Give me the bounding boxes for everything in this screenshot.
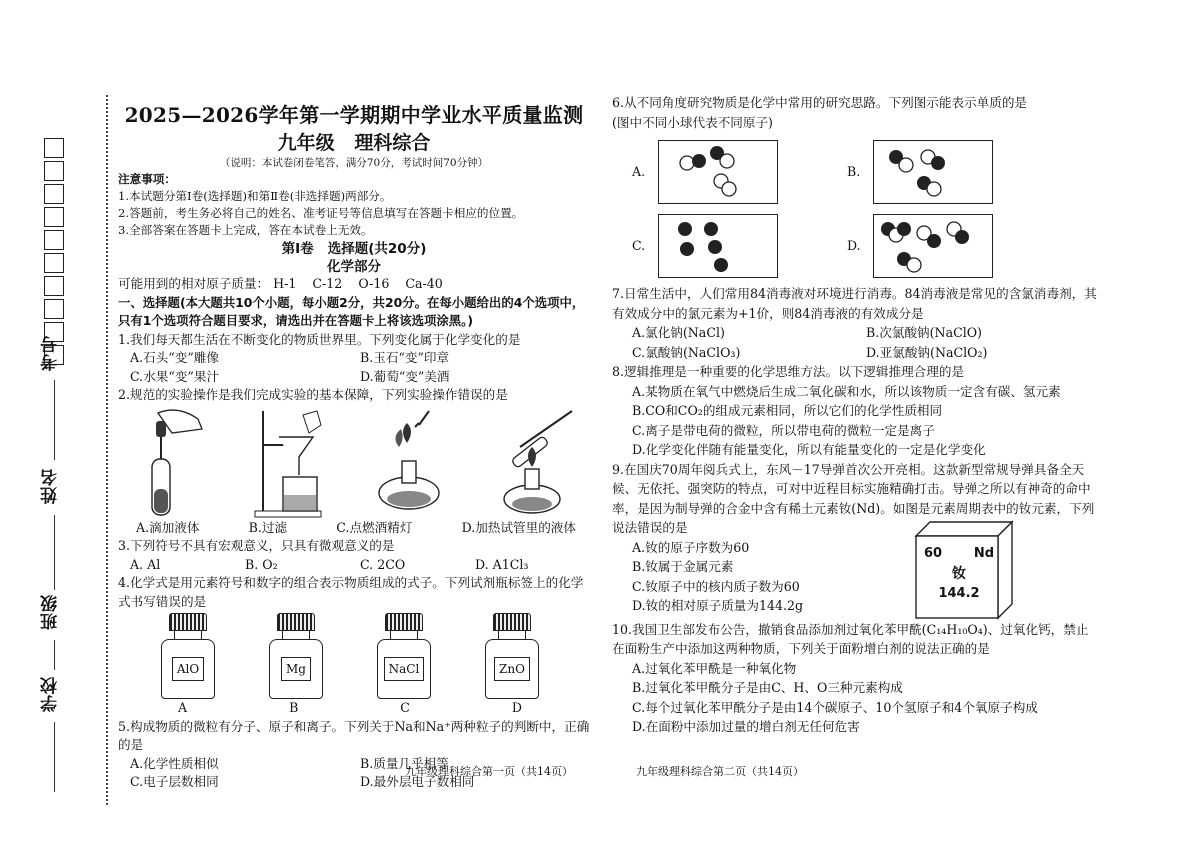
option-a[interactable]: A.钕的原子序数为60 <box>632 539 750 555</box>
option-b[interactable]: B.质量几乎相等 <box>360 755 449 771</box>
question-stem: 3.下列符号不具有宏观意义，只具有微观意义的是 <box>118 538 395 553</box>
reagent-bottle <box>158 613 218 699</box>
option-c[interactable]: C.氯酸钠(NaClO₃) <box>632 344 741 360</box>
binding-strip <box>0 0 110 849</box>
exam-number-label: 考号 <box>41 335 61 371</box>
option-b[interactable]: B.过氧化苯甲酰分子是由C、H、O三种元素构成 <box>632 680 903 695</box>
option-b[interactable]: B <box>289 700 299 715</box>
option-d[interactable]: D.葡萄“变”美酒 <box>360 368 450 384</box>
question-stem: 8.逻辑推理是一种重要的化学思维方法。以下逻辑推理合理的是 <box>612 364 965 379</box>
page-footer-left: 九年级理科综合第一页（共14页） <box>405 765 573 778</box>
option-a[interactable]: A.滴加液体 <box>136 519 200 535</box>
dropper-figure <box>128 407 208 519</box>
question-stem: 10.我国卫生部发布公告，撤销食品添加剂过氧化苯甲酰(C₁₄H₁₀O₄)、过氧化钙，禁止在面粉生产中添加这两种物质，下列关于面粉增白剂的说法正确的是 <box>612 621 1089 656</box>
notice-item: 1.本试题分第Ⅰ卷(选择题)和第Ⅱ卷(非选择题)两部分。 <box>118 189 392 203</box>
name-label: 姓名 <box>41 468 61 504</box>
option-c[interactable]: C.水果“变”果汁 <box>130 368 220 384</box>
option-c[interactable]: C. <box>632 238 646 254</box>
option-b[interactable]: B.CO和CO₂的组成元素相同，所以它们的化学性质相同 <box>632 403 943 418</box>
question-8 <box>612 362 1100 460</box>
molecule-diagrams <box>632 140 1062 278</box>
element-symbol: Nd <box>973 545 994 561</box>
question-5 <box>118 718 590 792</box>
molecule-box-c[interactable] <box>658 214 778 278</box>
option-a[interactable]: A.化学性质相似 <box>130 755 219 771</box>
question-9 <box>612 460 1100 616</box>
atomic-masses: 可能用到的相对原子质量： H-1 C-12 O-16 Ca-40 <box>118 276 443 291</box>
bottle-label: NaCl <box>384 657 425 682</box>
notice-item: 3.全部答案在答题卡上完成，答在本试卷上无效。 <box>118 223 373 237</box>
school-line-top[interactable] <box>54 640 55 670</box>
option-d[interactable]: D.钕的相对原子质量为144.2g <box>632 598 804 613</box>
bottle-label: ZnO <box>494 657 530 682</box>
reagent-bottles <box>118 613 590 699</box>
lab-figures <box>118 407 590 519</box>
option-a[interactable]: A.石头“变”雕像 <box>130 350 219 365</box>
question-4 <box>118 574 590 718</box>
option-a[interactable]: A <box>178 700 188 715</box>
question-stem: 5.构成物质的微粒有分子、原子和离子。下列关于Na和Na⁺两种粒子的判断中，正确的是 <box>118 718 590 752</box>
notice-heading: 注意事项： <box>118 172 176 186</box>
option-d[interactable]: D.最外层电子数相同 <box>360 774 475 789</box>
element-name: 钕 <box>952 565 966 582</box>
question-stem: 1.我们每天都生活在不断变化的物质世界里。下列变化属于化学变化的是 <box>118 331 521 347</box>
option-d[interactable]: D.亚氯酸钠(NaClO₂) <box>866 344 988 360</box>
option-d[interactable]: D. <box>847 238 861 254</box>
option-c[interactable]: C.钕原子中的核内质子数为60 <box>632 578 800 594</box>
question-stem: 6.从不同角度研究物质是化学中常用的研究思路。下列图示能表示单质的是 <box>612 95 1028 110</box>
question-stem: 9.在国庆70周年阅兵式上，东风－17导弹首次公开亮相。这款新型常规导弹具备全天候、无依托、强突防的特点，可对中近程目标实施精确打击。导弹之所以有神奇的命中率，是因为制导弹的合金中含有稀土元素钕(Nd)。如图是元素周期表中的钕元素，下列说法错误的是 <box>612 461 1095 535</box>
bottle-label: AlO <box>172 657 204 682</box>
option-c[interactable]: C.电子层数相同 <box>130 774 219 789</box>
name-line[interactable] <box>54 380 55 460</box>
exam-subtitle: 九年级 理科综合 <box>277 132 431 154</box>
element-mass: 144.2 <box>938 585 980 601</box>
option-b[interactable]: B.过滤 <box>248 519 288 535</box>
question-stem-note: (图中不同小球代表不同原子) <box>612 114 773 130</box>
class-line[interactable] <box>54 515 55 590</box>
option-c[interactable]: C. 2CO <box>360 556 406 572</box>
option-d[interactable]: D.加热试管里的液体 <box>461 519 576 535</box>
option-d[interactable]: D.化学变化伴随有能量变化，所以有能量变化的一定是化学变化 <box>632 442 986 457</box>
question-10 <box>612 620 1100 737</box>
option-b[interactable]: B.钕属于金属元素 <box>632 559 734 574</box>
option-a[interactable]: A. <box>632 164 646 180</box>
element-cell <box>918 544 1000 604</box>
question-3 <box>118 537 590 574</box>
option-d[interactable]: D <box>511 700 522 715</box>
question-stem: 4.化学式是用元素符号和数字的组合表示物质组成的式子。下列试剂瓶标签上的化学式书写错误的是 <box>118 575 584 609</box>
class-label: 班级 <box>41 594 61 630</box>
right-page <box>612 93 1100 737</box>
option-d[interactable]: D. A1Cl₃ <box>475 556 529 572</box>
molecule-box-a[interactable] <box>658 140 778 204</box>
question-1 <box>118 331 590 387</box>
seal-dotted-line <box>106 95 108 805</box>
heating-tube-figure <box>490 407 580 519</box>
bottle-label: Mg <box>281 657 311 682</box>
question-6 <box>612 93 1100 278</box>
option-b[interactable]: B. O₂ <box>245 556 278 572</box>
option-a[interactable]: A.某物质在氧气中燃烧后生成二氧化碳和水，所以该物质一定含有碳、氢元素 <box>632 383 1061 399</box>
exam-number-boxes[interactable] <box>44 138 66 368</box>
school-line[interactable] <box>54 722 55 792</box>
question-7 <box>612 284 1100 362</box>
choice-instructions: 一、选择题(本大题共10个小题，每小题2分，共20分。在每小题给出的4个选项中，只有1个选项符合题目要求，请选出并在答题卡上将该选项涂黑。) <box>118 294 585 328</box>
option-a[interactable]: A.氯化钠(NaCl) <box>632 325 725 340</box>
filtration-figure <box>249 407 329 519</box>
option-d[interactable]: D.在面粉中添加过量的增白剂无任何危害 <box>632 719 860 734</box>
reagent-bottle <box>374 613 434 699</box>
subject-title: 化学部分 <box>327 259 381 275</box>
molecule-box-d[interactable] <box>873 214 993 278</box>
left-page <box>118 100 590 792</box>
option-b[interactable]: B.次氯酸钠(NaClO) <box>866 325 982 340</box>
option-a[interactable]: A. Al <box>130 556 161 572</box>
option-a[interactable]: A.过氧化苯甲酰是一种氧化物 <box>632 660 797 676</box>
option-c[interactable]: C <box>400 700 410 715</box>
option-c[interactable]: C.每个过氧化苯甲酰分子是由14个碳原子、10个氢原子和4个氧原子构成 <box>632 699 1038 715</box>
option-b[interactable]: B.玉石“变”印章 <box>360 350 450 365</box>
question-2 <box>118 386 590 537</box>
option-c[interactable]: C.离子是带电荷的微粒，所以带电荷的微粒一定是离子 <box>632 422 935 438</box>
reagent-bottle <box>482 613 542 699</box>
reagent-bottle <box>266 613 326 699</box>
question-stem: 7.日常生活中，人们常用84消毒液对环境进行消毒。84消毒液是常见的含氯消毒剂，其有效成分中的氯元素为+1价，则84消毒液的有效成分是 <box>612 286 1097 321</box>
element-number: 60 <box>924 545 943 561</box>
exam-title: 2025—2026学年第一学期期中学业水平质量监测 <box>124 103 584 127</box>
option-b[interactable]: B. <box>847 164 861 180</box>
part-title: 第Ⅰ卷 选择题(共20分) <box>281 241 427 257</box>
question-stem: 2.规范的实验操作是我们完成实验的基本保障，下列实验操作错误的是 <box>118 387 508 402</box>
exam-note: （说明：本试卷闭卷笔答，满分70分，考试时间70分钟） <box>219 157 489 169</box>
molecule-box-b[interactable] <box>873 140 993 204</box>
alcohol-lamp-figure <box>369 407 449 519</box>
page-footer-right: 九年级理科综合第二页（共14页） <box>636 765 804 778</box>
notice-item: 2.答题前，考生务必将自己的姓名、准考证号等信息填写在答题卡相应的位置。 <box>118 206 524 220</box>
option-c[interactable]: C.点燃酒精灯 <box>336 519 413 535</box>
school-label: 学校 <box>41 676 61 712</box>
